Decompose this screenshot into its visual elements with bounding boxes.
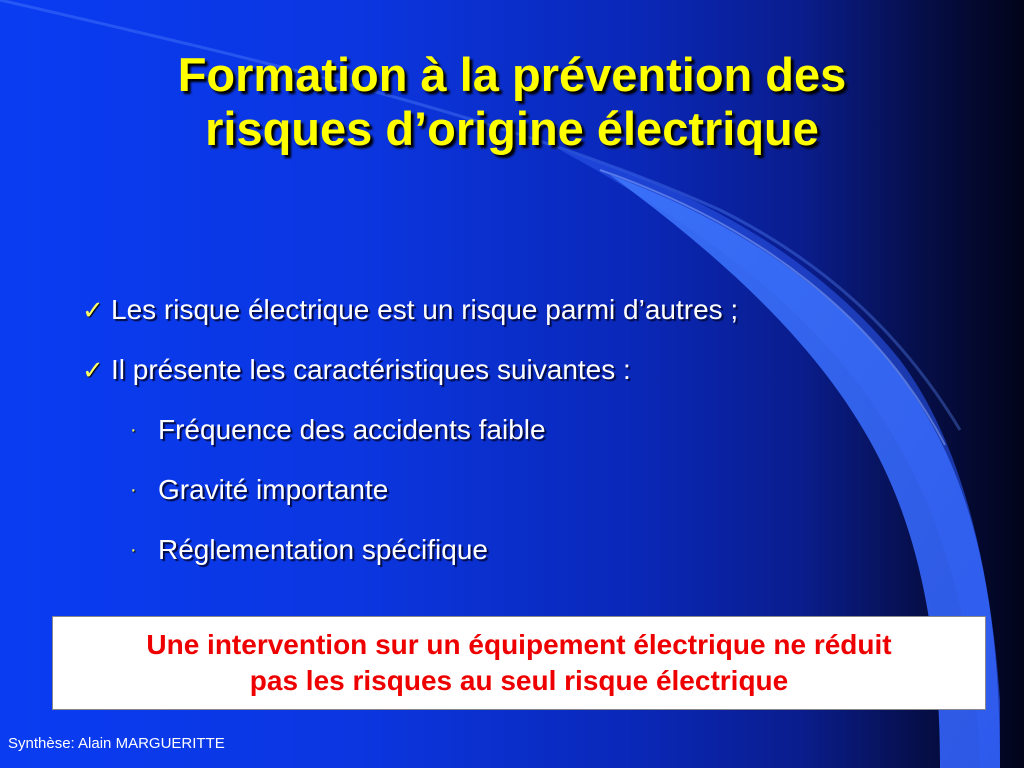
sub-bullet-item [80,402,940,462]
sub-bullet-text: Gravité importante [158,474,389,505]
sub-bullet-item [80,462,940,522]
bullet-item [80,342,940,402]
bullet-text: Les risque électrique est un risque parmi d’autres ; [111,294,739,325]
warning-callout-box [52,616,986,710]
sub-bullet-text: Fréquence des accidents faible [158,414,546,445]
slide-title [40,48,984,156]
slide-title-line-1: Formation à la prévention des [177,48,847,101]
callout-line-2: pas les risques au seul risque électrique [249,665,789,696]
dot-bullet-icon: · [130,419,137,441]
checkmark-icon: ✓ [82,355,104,385]
author-footer: Synthèse: Alain MARGUERITTE [8,735,225,752]
bullet-list [80,282,940,582]
sub-bullet-item [80,522,940,582]
checkmark-icon: ✓ [82,295,104,325]
dot-bullet-icon: · [130,479,137,501]
slide-title-line-2: risques d’origine électrique [205,102,819,155]
bullet-text: Il présente les caractéristiques suivantes : [111,354,631,385]
dot-bullet-icon: · [130,539,137,561]
sub-bullet-text: Réglementation spécifique [158,534,488,565]
bullet-item [80,282,940,342]
callout-line-1: Une intervention sur un équipement électrique ne réduit [146,629,892,660]
